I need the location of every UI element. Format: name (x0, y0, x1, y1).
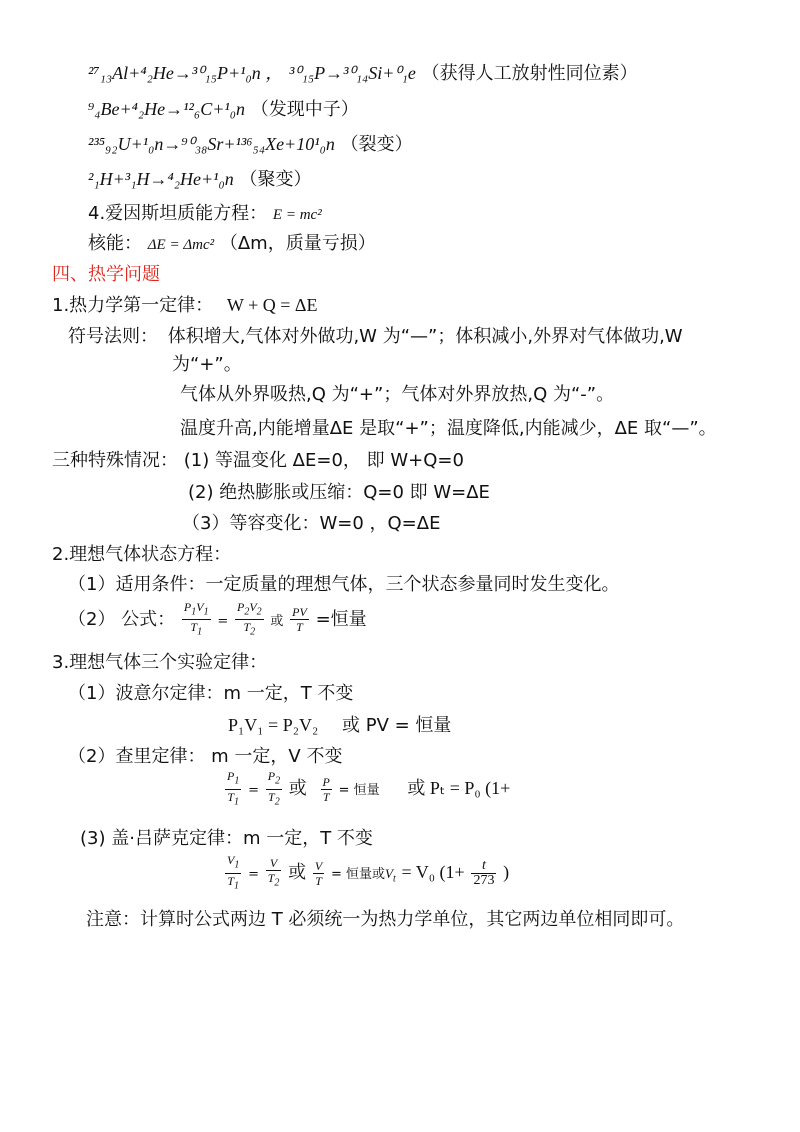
special-case-3: （3）等容变化：W=0 ，Q=ΔE (182, 513, 441, 534)
special-case-2: (2) 绝热膨胀或压缩：Q=0 即 W=ΔE (188, 482, 490, 503)
sign-rule-label: 符号法则： (68, 326, 158, 347)
reaction-2-note: （发现中子） (250, 99, 359, 120)
fraction-p-t: $\frac{P}{T}$ (322, 774, 330, 804)
note: 注意：计算时公式两边 T 必须统一为热力学单位，其它两边单位相同即可。 (86, 909, 685, 930)
ideal-gas-formula-label: （2） 公式： (68, 608, 176, 630)
fraction-p2-t2: $\frac{P_2}{T_2}$ (267, 769, 281, 807)
sign-rule-line-1 (68, 324, 683, 350)
ideal-gas-heading: 2.理想气体状态方程： (52, 544, 232, 565)
charles-law-label: （2）查里定律： m 一定，V 不变 (68, 746, 343, 767)
gay-lussac-constant: = 恒量或 (330, 867, 385, 882)
special-cases-label: 三种特殊情况： (52, 450, 178, 471)
binding-energy-note: （Δm，质量亏损） (219, 233, 376, 254)
reaction-3 (88, 131, 413, 158)
boyle-law-equation-line (228, 712, 451, 739)
reaction-2-equation: ⁹₄Be+⁴₂He→¹²₆C+¹₀n (88, 99, 246, 119)
charles-law-alt: 或 Pₜ = P₀ (1+ (407, 778, 511, 798)
gay-lussac-label: (3) 盖·吕萨克定律：m 一定，T 不变 (80, 828, 373, 849)
reaction-4-equation: ²₁H+³₁H→⁴₂He+¹₀n (88, 169, 234, 189)
sign-rule-line-1b: 为“+”。 (172, 354, 242, 375)
einstein-label: 4.爱因斯坦质能方程： (88, 203, 268, 224)
einstein-line (88, 201, 322, 228)
fraction-v-t: $\frac{V}{T}$ (314, 858, 323, 888)
reaction-3-equation: ²³⁵₉₂U+¹₀n→⁹⁰₃₈Sr+¹³⁶₅₄Xe+10¹₀n (88, 134, 335, 154)
gay-lussac-tail: = V₀ (1+ (401, 862, 465, 882)
fraction-pv-t: $\frac{PV}{T}$ (292, 605, 307, 635)
reaction-4 (88, 166, 312, 193)
gay-lussac-equation-line: $\frac{V_1}{T_1}$ = $\frac{V}{T_2}$ 或 $\frac{V}{T}$ = 恒量或$V_t = V_0$ (1+ $\frac{t}{273}$ ) (227, 853, 510, 891)
gay-lussac-or: 或 (288, 862, 307, 883)
binding-energy-equation: ΔE = Δmc² (147, 237, 215, 253)
einstein-equation: E = mc² (272, 207, 322, 223)
ideal-gas-constant: =恒量 (315, 608, 367, 630)
boyle-law-or: 或 PV = 恒量 (342, 715, 452, 736)
gay-lussac-close-paren: ) (503, 862, 510, 882)
fraction-v-t2: $\frac{V}{T_2}$ (267, 855, 280, 889)
fraction-v1-t1: $\frac{V_1}{T_1}$ (227, 853, 240, 891)
charles-law-or: 或 (288, 778, 307, 799)
sign-rule-text-1: 体积增大,气体对外做功,W 为“—”；体积减小,外界对气体做功,W (167, 326, 683, 347)
laws-heading: 3.理想气体三个实验定律： (52, 652, 268, 673)
first-law-label: 1.热力学第一定律： (52, 295, 214, 316)
boyle-law-label: （1）波意尔定律：m 一定，T 不变 (68, 683, 354, 704)
fraction-t-273: $\frac{t}{273}$ (473, 857, 495, 888)
ideal-gas-formula-line: （2） 公式： $\frac{P_1V_1}{T_1}$ = $\frac{P_2V_2}{T_2}$ 或 $\frac{PV}{T}$ =恒量 (68, 600, 367, 638)
fraction-p2v2-t2: $\frac{P_2V_2}{T_2}$ (236, 600, 262, 638)
reaction-1-equation: ²⁷₁₃Al+⁴₂He→³⁰₁₅P+¹₀n ， (88, 63, 284, 83)
charles-law-constant: = 恒量 (338, 783, 380, 798)
binding-energy-line (88, 231, 376, 258)
reaction-4-note: （聚变） (239, 169, 312, 190)
boyle-law-equation: P₁V₁ = P₂V₂ (228, 715, 319, 735)
reaction-1-note: （获得人工放射性同位素） (421, 63, 638, 84)
fraction-p1-t1: $\frac{P_1}{T_1}$ (227, 769, 240, 807)
section-heading: 四、热学问题 (52, 264, 160, 285)
reaction-1 (88, 60, 638, 87)
first-law-equation: W + Q = ΔE (226, 295, 318, 315)
charles-law-equation-line: $\frac{P_1}{T_1}$ = $\frac{P_2}{T_2}$ 或 $\frac{P}{T}$ = 恒量 或 Pₜ = P₀ (1+ (227, 769, 511, 807)
reaction-2 (88, 96, 359, 123)
sign-rule-line-3: 温度升高,内能增量ΔE 是取“+”；温度降低,内能减少，ΔE 取“—”。 (180, 418, 717, 439)
fraction-p1v1-t1: $\frac{P_1V_1}{T_1}$ (183, 600, 209, 638)
special-cases-line-1 (52, 448, 464, 474)
special-case-1: (1) 等温变化 ΔE=0， 即 W+Q=0 (183, 450, 464, 471)
reaction-1b-equation: ³⁰₁₅P→³⁰₁₄Si+⁰₁e (288, 63, 416, 83)
binding-energy-label: 核能： (88, 233, 142, 254)
reaction-3-note: （裂变） (340, 134, 413, 155)
first-law-line (52, 292, 317, 319)
sign-rule-line-2: 气体从外界吸热,Q 为“+”；气体对外界放热,Q 为“-”。 (180, 384, 615, 405)
ideal-gas-conditions: （1）适用条件：一定质量的理想气体，三个状态参量同时发生变化。 (68, 574, 620, 595)
ideal-gas-or: 或 (270, 613, 284, 629)
